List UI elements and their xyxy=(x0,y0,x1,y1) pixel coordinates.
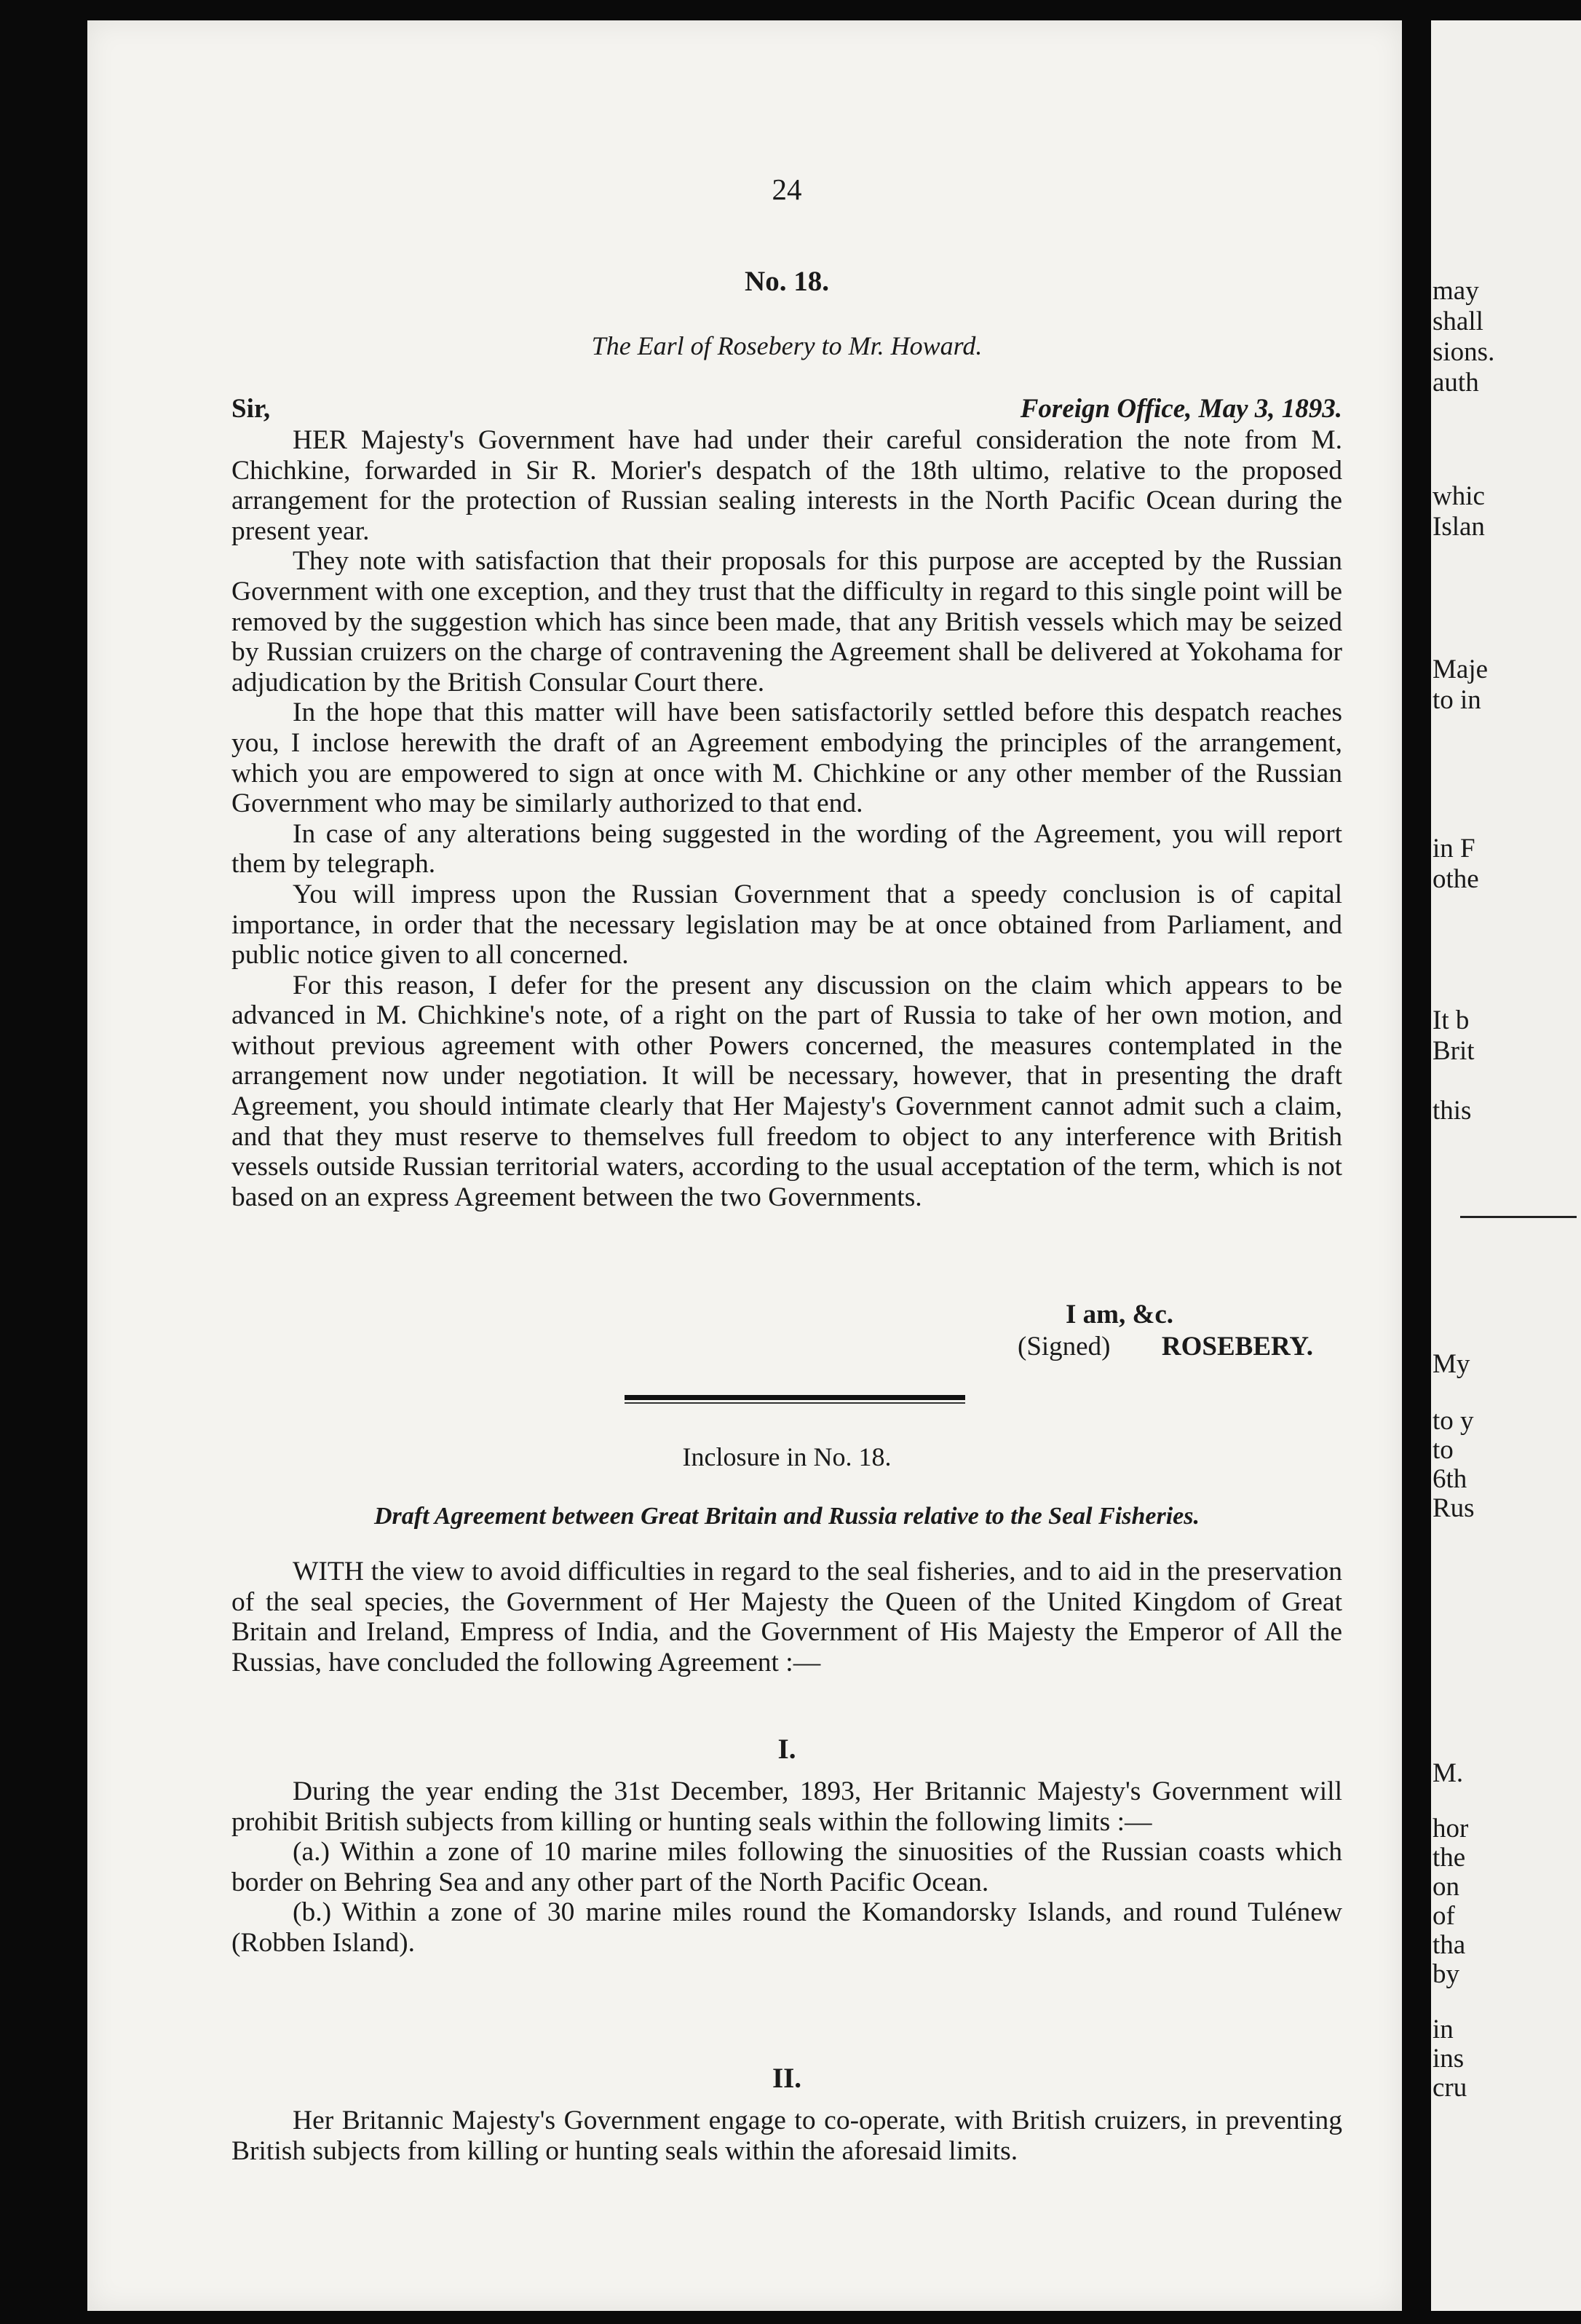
adjacent-page-fragment: to y xyxy=(1433,1406,1474,1436)
paragraph: HER Majesty's Government have had under their careful consideration the note from M. Chichkine, forwarded in Sir R. Morier's despatch of the 18th ultimo, relative to the proposed arrangement for the protection of Russian sealing interests in the North Pacific Ocean during the present year. xyxy=(231,425,1342,546)
document-page xyxy=(87,20,1402,2311)
adjacent-page-fragment: this xyxy=(1433,1096,1472,1126)
document-number: No. 18. xyxy=(745,266,829,297)
adjacent-page-fragment: Rus xyxy=(1433,1493,1475,1523)
adjacent-page-fragment: ins xyxy=(1433,2044,1465,2074)
correspondence-heading: The Earl of Rosebery to Mr. Howard. xyxy=(591,331,983,360)
adjacent-page-fragment: may xyxy=(1433,276,1479,306)
adjacent-page-fragment: whic xyxy=(1433,481,1485,511)
inclosure-title: Inclosure in No. 18. xyxy=(682,1442,892,1471)
adjacent-page-fragment: Maje xyxy=(1433,655,1489,684)
adjacent-page xyxy=(1431,20,1581,2311)
adjacent-page-fragment: to xyxy=(1433,1435,1454,1465)
adjacent-page-fragment: to in xyxy=(1433,685,1481,715)
signatory-name: ROSEBERY. xyxy=(1161,1332,1313,1361)
list-item: (b.) Within a zone of 30 marine miles round the Komandorsky Islands, and round Tulénew (Robben Island). xyxy=(231,1897,1342,1958)
article-1-heading: I. xyxy=(777,1734,796,1765)
adjacent-page-fragment: by xyxy=(1433,1959,1459,1989)
adjacent-page-rule xyxy=(1460,1216,1577,1218)
adjacent-page-fragment: in F xyxy=(1433,834,1475,863)
closing-phrase: I am, &c. xyxy=(1066,1300,1173,1329)
paragraph: During the year ending the 31st December, 1893, Her Britannic Majesty's Government will prohibit British subjects from killing or hunting seals within the following limits :— xyxy=(231,1776,1342,1837)
adjacent-page-fragment: Brit xyxy=(1433,1036,1475,1066)
article-2-body xyxy=(231,2106,1342,2166)
adjacent-page-fragment: othe xyxy=(1433,864,1479,894)
adjacent-page-fragment: 6th xyxy=(1433,1464,1467,1494)
agreement-intro xyxy=(231,1557,1342,1677)
adjacent-page-fragment: Islan xyxy=(1433,512,1485,542)
adjacent-page-fragment: sions. xyxy=(1433,337,1495,367)
section-divider xyxy=(625,1395,965,1400)
adjacent-page-fragment: in xyxy=(1433,2015,1454,2044)
adjacent-page-fragment: hor xyxy=(1433,1814,1469,1843)
paragraph: In the hope that this matter will have been satisfactorily settled before this despatch reaches you, I inclose herewith the draft of an Agreement embodying the principles of the arrangement, which you are empowered to sign at once with M. Chichkine or any other member of the Russian Government who may be similarly authorized to that end. xyxy=(231,697,1342,819)
page-number: 24 xyxy=(772,173,802,206)
salutation: Sir, xyxy=(231,394,271,424)
article-1-body xyxy=(231,1776,1342,1959)
adjacent-page-fragment: auth xyxy=(1433,368,1479,398)
adjacent-page-fragment: of xyxy=(1433,1901,1455,1931)
adjacent-page-fragment: cru xyxy=(1433,2073,1467,2103)
place-date: Foreign Office, May 3, 1893. xyxy=(1020,394,1342,424)
adjacent-page-fragment: My xyxy=(1433,1349,1470,1379)
adjacent-page-fragment: M. xyxy=(1433,1758,1464,1788)
letter-body xyxy=(231,425,1342,1212)
section-divider-thin xyxy=(625,1402,965,1404)
paragraph: WITH the view to avoid difficulties in regard to the seal fisheries, and to aid in the preservation of the seal species, the Government of Her Majesty the Queen of the United Kingdom of Great Britain and Ireland, Empress of India, and the Government of His Majesty the Emperor of All the Russias, have concluded the following Agreement :— xyxy=(231,1557,1342,1677)
draft-agreement-title: Draft Agreement between Great Britain and Russia relative to the Seal Fisheries. xyxy=(373,1503,1200,1530)
paragraph: Her Britannic Majesty's Government engage to co-operate, with British cruizers, in preventing British subjects from killing or hunting seals within the aforesaid limits. xyxy=(231,2106,1342,2166)
adjacent-page-fragment: tha xyxy=(1433,1930,1466,1960)
adjacent-page-fragment: the xyxy=(1433,1843,1466,1873)
paragraph: For this reason, I defer for the present any discussion on the claim which appears to be advanced in M. Chichkine's note, of a right on the part of Russia to take of her own motion, and without previous agreement with other Powers concerned, the measures contemplated in the arrangement now under negotiation. It will be necessary, however, that in presenting the draft Agreement, you should intimate clearly that Her Majesty's Government cannot admit such a claim, and that they must reserve to themselves full freedom to object to any interference with British vessels outside Russian territorial waters, according to the usual acceptation of the term, which is not based on an express Agreement between the two Governments. xyxy=(231,970,1342,1212)
salutation-line xyxy=(231,393,1342,424)
adjacent-page-fragment: shall xyxy=(1433,307,1483,336)
paragraph: You will impress upon the Russian Government that a speedy conclusion is of capital importance, in order that the necessary legislation may be at once obtained from Parliament, and public notice given to all concerned. xyxy=(231,879,1342,971)
list-item: (a.) Within a zone of 10 marine miles following the sinuosities of the Russian coasts which border on Behring Sea and any other part of the North Pacific Ocean. xyxy=(231,1837,1342,1897)
signed-label: (Signed) xyxy=(1018,1332,1111,1361)
paragraph: In case of any alterations being suggested in the wording of the Agreement, you will report them by telegraph. xyxy=(231,818,1342,880)
paragraph: They note with satisfaction that their proposals for this purpose are accepted by the Russian Government with one exception, and they trust that the difficulty in regard to this single point will be removed by the suggestion which has since been made, that any British vessels which may be seized by Russian cruizers on the charge of contravening the Agreement shall be delivered at Yokohama for adjudication by the British Consular Court there. xyxy=(231,546,1342,697)
article-2-heading: II. xyxy=(772,2063,802,2094)
adjacent-page-fragment: on xyxy=(1433,1872,1459,1902)
adjacent-page-fragment: It b xyxy=(1433,1005,1470,1035)
